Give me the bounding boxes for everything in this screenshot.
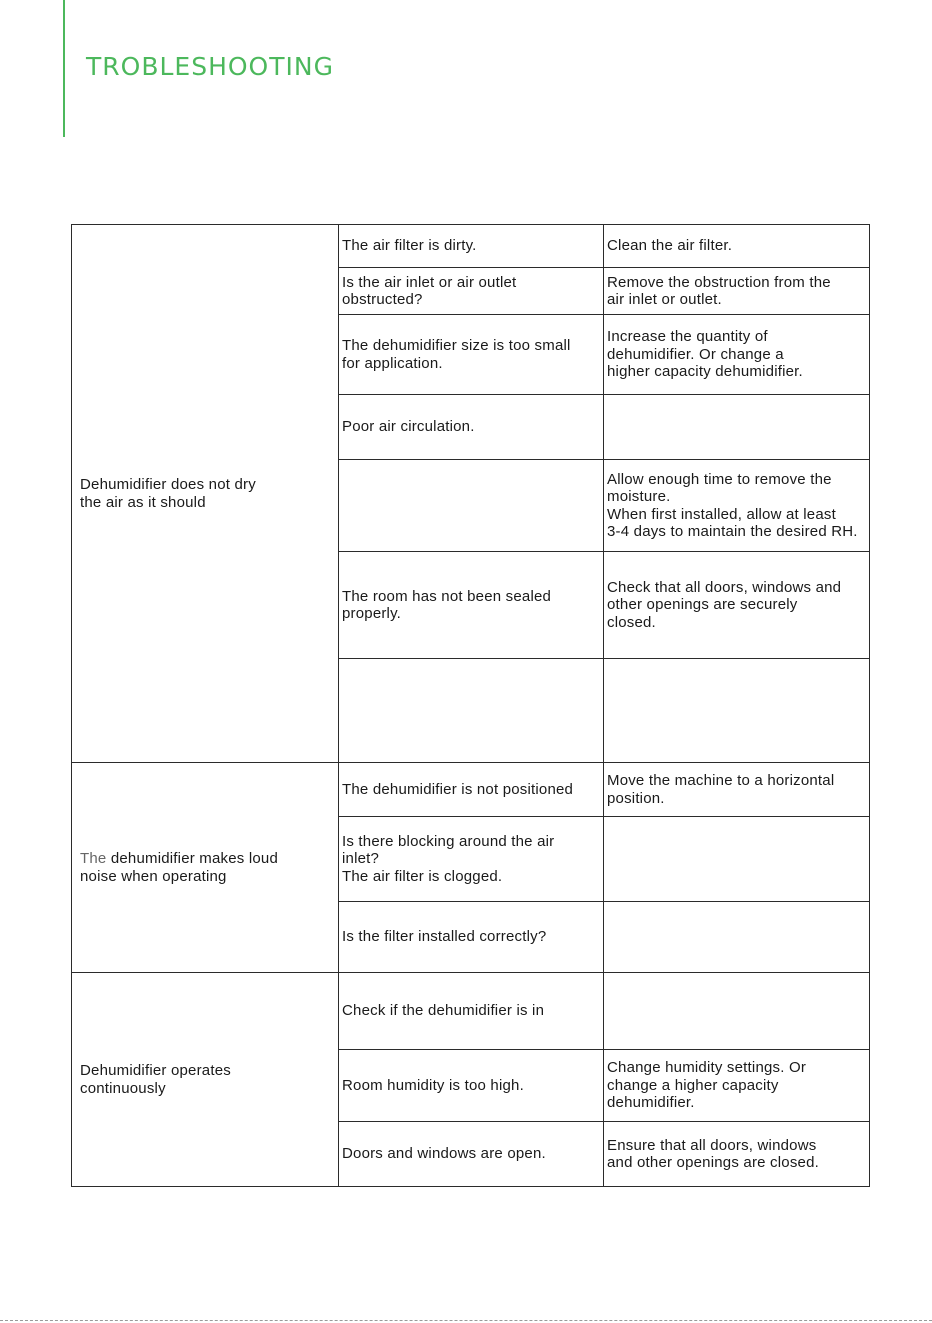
problem-text: dehumidifier makes loud noise when operating <box>80 850 279 885</box>
cause-cell: Check if the dehumidifier is in <box>339 973 604 1050</box>
troubleshooting-table <box>71 224 870 1187</box>
cause-cell <box>339 460 604 552</box>
cause-cell: Is the air inlet or air outlet obstructed? <box>339 268 604 315</box>
solution-cell: Move the machine to a horizontal position. <box>604 763 870 817</box>
solution-cell: Ensure that all doors, windows and other openings are closed. <box>604 1122 870 1187</box>
cause-cell: The room has not been sealed properly. <box>339 552 604 659</box>
table-row <box>72 763 870 817</box>
cause-cell: Is the filter installed correctly? <box>339 902 604 973</box>
cause-cell: Room humidity is too high. <box>339 1050 604 1122</box>
solution-cell <box>604 973 870 1050</box>
cause-cell: The air filter is dirty. <box>339 225 604 268</box>
solution-cell <box>604 902 870 973</box>
problem-text: Dehumidifier operates continuously <box>80 1062 231 1097</box>
solution-cell: Increase the quantity of dehumidifier. Or change a higher capacity dehumidifier. <box>604 315 870 395</box>
solution-cell: Change humidity settings. Or change a higher capacity dehumidifier. <box>604 1050 870 1122</box>
solution-cell: Remove the obstruction from the air inlet or outlet. <box>604 268 870 315</box>
solution-cell: Check that all doors, windows and other openings are securely closed. <box>604 552 870 659</box>
cause-cell: The dehumidifier is not positioned <box>339 763 604 817</box>
solution-cell: Clean the air filter. <box>604 225 870 268</box>
solution-cell <box>604 659 870 763</box>
problem-prefix: The <box>80 850 111 867</box>
table-row <box>72 225 870 268</box>
bottom-divider <box>0 1320 932 1321</box>
cause-cell: Doors and windows are open. <box>339 1122 604 1187</box>
solution-cell <box>604 395 870 460</box>
table-row <box>72 973 870 1050</box>
cause-cell <box>339 659 604 763</box>
problem-cell <box>72 763 339 973</box>
solution-cell: Allow enough time to remove the moisture. When first installed, allow at least 3-4 days to maintain the desired RH. <box>604 460 870 552</box>
problem-cell <box>72 225 339 763</box>
accent-bar <box>63 0 65 137</box>
problem-cell <box>72 973 339 1187</box>
cause-cell: Poor air circulation. <box>339 395 604 460</box>
solution-cell <box>604 817 870 902</box>
page-title: TROBLESHOOTING <box>86 52 334 81</box>
cause-cell: Is there blocking around the air inlet? The air filter is clogged. <box>339 817 604 902</box>
cause-cell: The dehumidifier size is too small for application. <box>339 315 604 395</box>
problem-text: Dehumidifier does not dry the air as it should <box>80 476 256 511</box>
